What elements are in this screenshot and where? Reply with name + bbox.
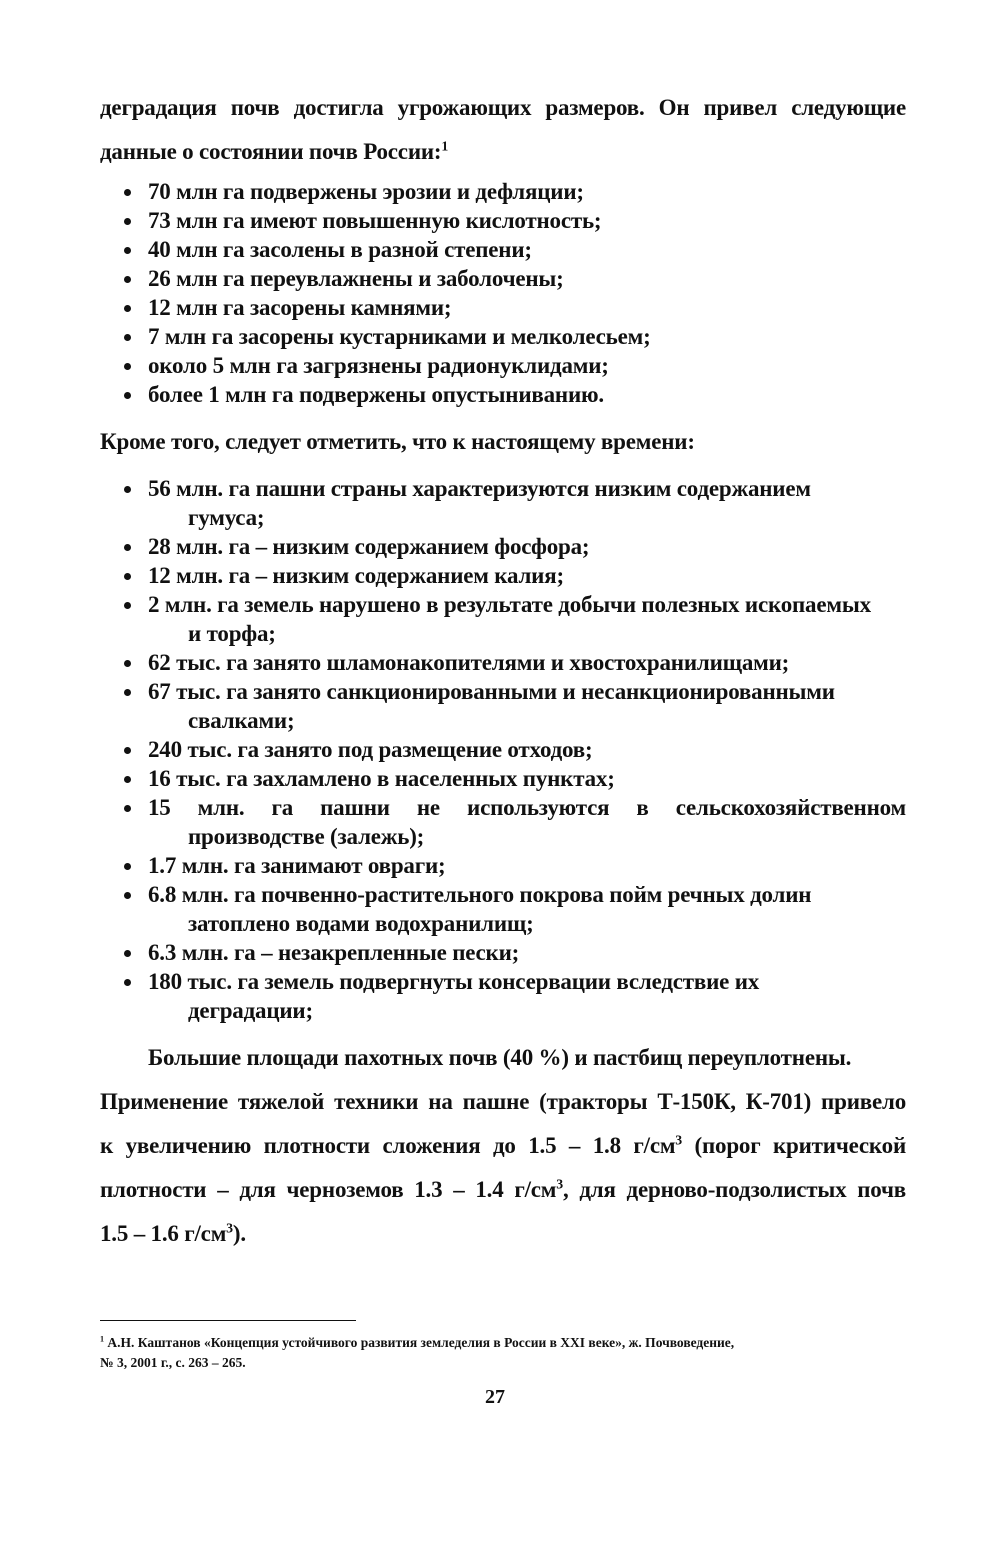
- list-item: [100, 851, 906, 880]
- bullet-icon: [124, 276, 131, 283]
- list-item-text: 1.7 млн. га занимают овраги;: [148, 853, 446, 878]
- bullet-icon: [124, 602, 131, 609]
- bullet-icon: [124, 392, 131, 399]
- list-item-continuation: и торфа;: [188, 621, 276, 646]
- list-item: [100, 677, 906, 735]
- bullet-icon: [124, 950, 131, 957]
- bullet-icon: [124, 747, 131, 754]
- list-item-continuation: гумуса;: [188, 505, 265, 530]
- bullet-icon: [124, 573, 131, 580]
- list-item: [100, 264, 906, 293]
- list-item: [100, 938, 906, 967]
- list-item: [100, 764, 906, 793]
- list-item-text: 12 млн га засорены камнями;: [148, 295, 452, 320]
- list-item-text: 180 тыс. га земель подвергнуты консервации вследствие их: [148, 969, 760, 994]
- list-item-continuation: свалками;: [188, 708, 295, 733]
- list-item-text: 6.3 млн. га – незакрепленные пески;: [148, 940, 520, 965]
- list-item: [100, 351, 906, 380]
- list-item-text: более 1 млн га подвержены опустыниванию.: [148, 382, 604, 407]
- footnote-reference: 1: [441, 138, 449, 154]
- bullet-icon: [124, 776, 131, 783]
- closing-paragraph: [100, 1042, 906, 1250]
- footnote-line-2: № 3, 2001 г., с. 263 – 265.: [100, 1355, 246, 1370]
- bullet-icon: [124, 305, 131, 312]
- bullet-icon: [124, 486, 131, 493]
- middle-sentence: Кроме того, следует отметить, что к настоящему времени:: [100, 429, 695, 454]
- bullet-icon: [124, 247, 131, 254]
- bullet-icon: [124, 805, 131, 812]
- list-item: [100, 474, 906, 532]
- list-item: [100, 590, 906, 648]
- bullet-icon: [124, 218, 131, 225]
- list-item: [100, 322, 906, 351]
- list-item: [100, 561, 906, 590]
- intro-paragraph: [100, 92, 906, 168]
- list-item-text: 26 млн га переувлажнены и заболочены;: [148, 266, 564, 291]
- list-item-text: 67 тыс. га занято санкционированными и несанкционированными: [148, 679, 835, 704]
- list-item-continuation: производстве (залежь);: [188, 824, 425, 849]
- bullet-icon: [124, 863, 131, 870]
- list-item: [100, 380, 906, 409]
- list-item-text: 6.8 млн. га почвенно-растительного покрова пойм речных долин: [148, 882, 812, 907]
- list-item-text: 2 млн. га земель нарушено в результате добычи полезных ископаемых: [148, 592, 871, 617]
- page-number: 27: [485, 1386, 505, 1408]
- list-item: [100, 293, 906, 322]
- list-item: [100, 880, 906, 938]
- list-item-text: 12 млн. га – низким содержанием калия;: [148, 563, 564, 588]
- intro-line-2: данные о состоянии почв России:$^1$: [100, 138, 449, 164]
- land-degradation-list: [100, 474, 906, 1025]
- list-item: [100, 967, 906, 1025]
- list-item-text: 240 тыс. га занято под размещение отходов;: [148, 737, 593, 762]
- footnote-divider: [100, 1320, 356, 1321]
- list-item-text: 40 млн га засолены в разной степени;: [148, 237, 532, 262]
- list-item: [100, 735, 906, 764]
- list-item: [100, 206, 906, 235]
- list-item-continuation: деградации;: [188, 998, 313, 1023]
- closing-line-3: к увеличению плотности сложения до 1.5 – 1.8 $г/см^3$ (порог критической: [100, 1132, 906, 1158]
- closing-line-4: плотности – для черноземов 1.3 – 1.4 $г/см^3$, для дерново-подзолистых почв: [100, 1176, 906, 1202]
- list-item-text: около 5 млн га загрязнены радионуклидами;: [148, 353, 609, 378]
- closing-line-2: Применение тяжелой техники на пашне (тракторы Т-150К, К-701) привело: [100, 1089, 906, 1114]
- list-item: [100, 648, 906, 677]
- list-item: [100, 177, 906, 206]
- bullet-icon: [124, 689, 131, 696]
- list-item: [100, 235, 906, 264]
- intro-line-1: деградация почв достигла угрожающих размеров. Он привел следующие: [100, 95, 906, 120]
- bullet-icon: [124, 334, 131, 341]
- list-item-text: 70 млн га подвержены эрозии и дефляции;: [148, 179, 584, 204]
- list-item-text: 73 млн га имеют повышенную кислотность;: [148, 208, 602, 233]
- list-item-text: 15 млн. га пашни не используются в сельскохозяйственном: [148, 795, 906, 820]
- bullet-icon: [124, 363, 131, 370]
- list-item: [100, 793, 906, 851]
- soil-condition-list: [100, 177, 906, 409]
- list-item-text: 56 млн. га пашни страны характеризуются низким содержанием: [148, 476, 811, 501]
- closing-line-5: 1.5 – 1.6 $г/см^3$).: [100, 1220, 246, 1246]
- list-item-continuation: затоплено водами водохранилищ;: [188, 911, 534, 936]
- list-item-text: 16 тыс. га захламлено в населенных пунктах;: [148, 766, 615, 791]
- footnote: [100, 1333, 906, 1373]
- list-item: [100, 532, 906, 561]
- bullet-icon: [124, 892, 131, 899]
- footnote-line-1: $^1$ А.Н. Каштанов «Концепция устойчивого развития земледелия в России в XXI веке», ж. Почвоведение,: [100, 1334, 735, 1350]
- bullet-icon: [124, 979, 131, 986]
- bullet-icon: [124, 189, 131, 196]
- list-item-text: 28 млн. га – низким содержанием фосфора;: [148, 534, 590, 559]
- closing-line-1: Большие площади пахотных почв (40 %) и пастбищ переуплотнены.: [148, 1045, 852, 1070]
- bullet-icon: [124, 544, 131, 551]
- bullet-icon: [124, 660, 131, 667]
- list-item-text: 7 млн га засорены кустарниками и мелколесьем;: [148, 324, 651, 349]
- list-item-text: 62 тыс. га занято шламонакопителями и хвостохранилищами;: [148, 650, 790, 675]
